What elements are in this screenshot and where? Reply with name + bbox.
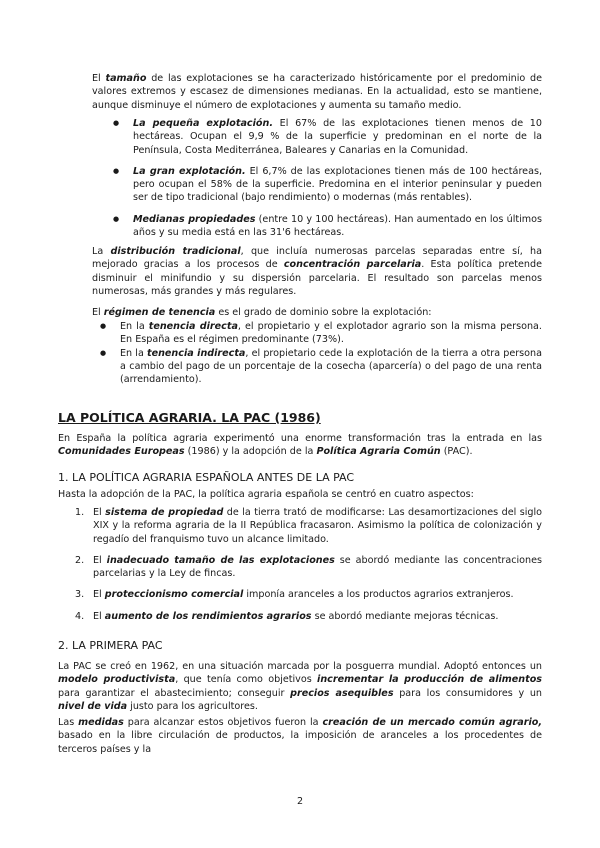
section-1-intro: Hasta la adopción de la PAC, la política agraria española se centró en cuatro aspectos: (58, 489, 474, 500)
page-number: 2 (296, 796, 304, 807)
section-heading: LA POLÍTICA AGRARIA. LA PAC (1986) (58, 410, 321, 425)
section-1 (58, 470, 542, 485)
list-item: 2. El inadecuado tamaño de las explotaciones se abordó mediante las concentraciones parcelarias y la Ley de fincas. (75, 554, 542, 580)
list-item: ● La gran explotación. El 6,7% de las explotaciones tienen más de 100 hectáreas, pero ocupan el 58% de la superficie. Predomina en el interior peninsular y pueden ser de tipo tradicional (bajo rendimiento) o modernas (más rentables). (113, 165, 542, 205)
section-1-list (75, 506, 542, 623)
section-2-para-1: La PAC se creó en 1962, en una situación marcada por la posguerra mundial. Adoptó entonces un modelo productivista, que tenía como objetivos incrementar la producción de alimentos para garantizar el abastecimiento; conseguir precios asequibles para los consumidores y un nivel de vida justo para los agricultores. (58, 661, 542, 712)
bold-term: tamaño (105, 73, 147, 84)
text: de las explotaciones se ha caracterizado históricamente por el predominio de valores extremos y escasez de dimensiones medianas. En la actualidad, esto se mantiene, aunque disminuye el número de explotaciones y aumenta su tamaño medio. (92, 73, 543, 111)
section-pac (58, 410, 542, 426)
section-heading: 2. LA PRIMERA PAC (58, 639, 163, 652)
list-item: ● La pequeña explotación. El 67% de las explotaciones tienen menos de 10 hectáreas. Ocupan el 9,9 % de la superficie y predominan en el norte de la Península, Costa Mediterránea, Baleares y Canarias en la Comunidad. (113, 117, 542, 157)
paragraph-tamano (92, 72, 542, 112)
paragraph-regimen: El régimen de tenencia es el grado de dominio sobre la explotación: (92, 307, 432, 318)
list-item: ● En la tenencia directa, el propietario y el explotador agrario son la misma persona. En España es el régimen predominante (73%). (100, 320, 542, 347)
list-item: 4. El aumento de los rendimientos agrarios se abordó mediante mejoras técnicas. (75, 610, 499, 622)
section-2 (58, 638, 542, 653)
list-item: ● Medianas propiedades (entre 10 y 100 hectáreas). Han aumentado en los últimos años y su media está en las 31'6 hectáreas. (113, 213, 542, 240)
section-heading: 1. LA POLÍTICA AGRARIA ESPAÑOLA ANTES DE LA PAC (58, 471, 355, 484)
list-item: ● En la tenencia indirecta, el propietario cede la explotación de la tierra a otra persona a cambio del pago de un porcentaje de la cosecha (aparcería) o del pago de una renta (arrendamiento). (100, 347, 542, 387)
list-item: 3. El proteccionismo comercial imponía aranceles a los productos agrarios extranjeros. (75, 589, 514, 601)
paragraph-pac-intro: En España la política agraria experimentó una enorme transformación tras la entrada en las Comunidades Europeas (1986) y la adopción de la Política Agraria Común (PAC). (58, 433, 542, 458)
paragraph-distribucion: La distribución tradicional, que incluía numerosas parcelas separadas entre sí, ha mejorado gracias a los procesos de concentración parcelaria. Esta política pretende disminuir el minifundio y su dispersión parcelaria. El resultado son parcelas menos numerosas, más grandes y más regulares. (92, 246, 543, 297)
section-2-para-2: Las medidas para alcanzar estos objetivos fueron la creación de un mercado común agrario, basado en la libre circulación de productos, la imposición de aranceles a los procedentes de terceros países y la (58, 717, 542, 755)
list-item: 1. El sistema de propiedad de la tierra trató de modificarse: Las desamortizaciones del siglo XIX y la reforma agraria de la II República fracasaron. Asimismo la política de colonización y regadío del franquismo tuvo un alcance limitado. (75, 507, 542, 545)
bullets-regimen (100, 320, 542, 386)
bullets-tamano (113, 117, 542, 239)
text: El (92, 73, 106, 84)
